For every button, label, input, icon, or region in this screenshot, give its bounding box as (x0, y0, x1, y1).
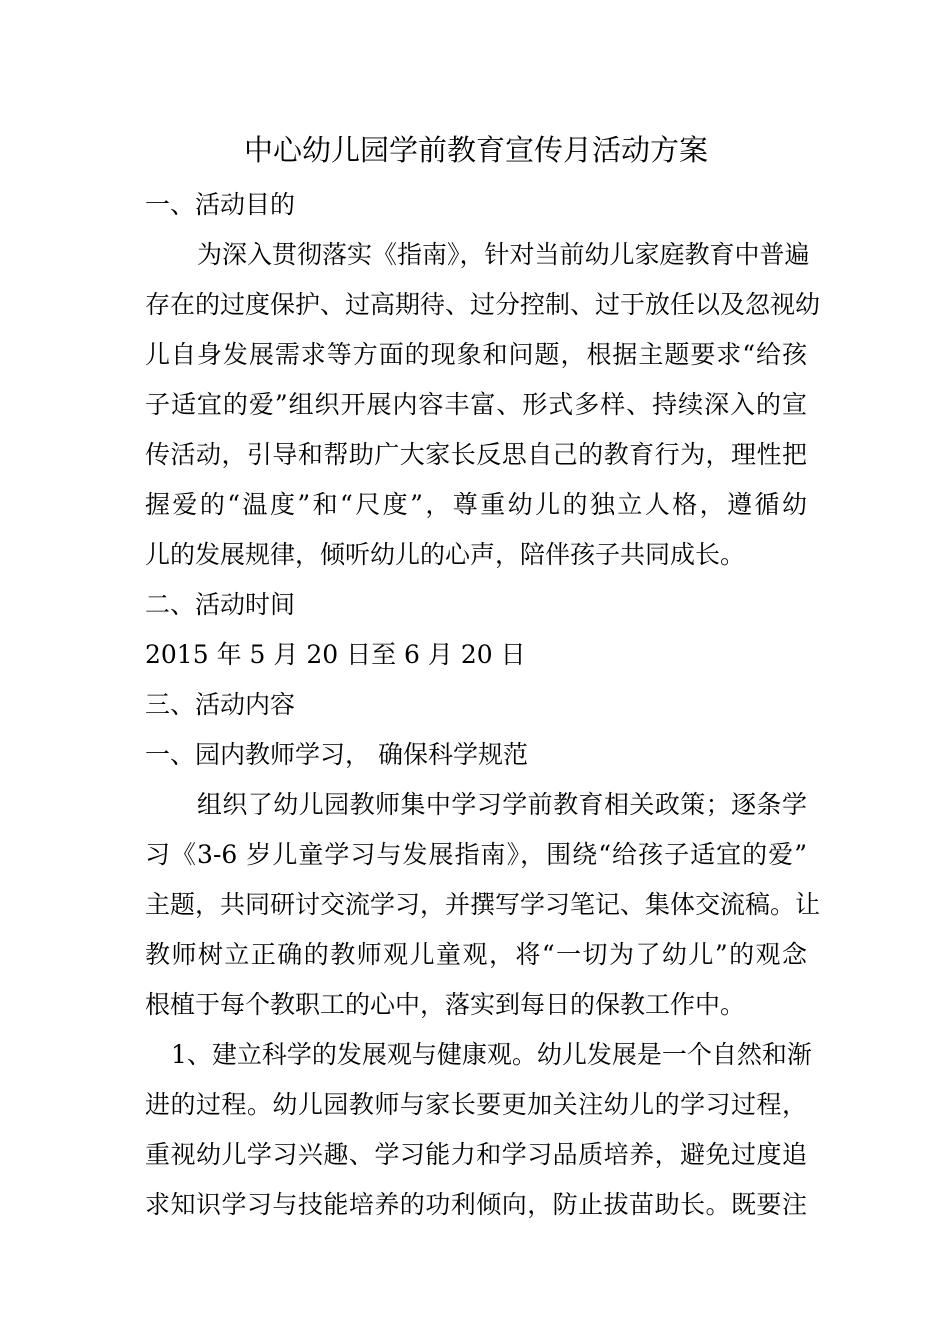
paragraph-line: 为深入贯彻落实《指南》，针对当前幼儿家庭教育中普遍 (197, 240, 810, 269)
paragraph-teacher-study (145, 780, 821, 1030)
paragraph-line: 传活动，引导和帮助广大家长反思自己的教育行为，理性把 (145, 440, 807, 469)
paragraph-line: 存在的过度保护、过高期待、过分控制、过于放任以及忽视幼 (145, 290, 821, 319)
paragraph-item-1 (145, 1030, 812, 1230)
paragraph-line: 重视幼儿学习兴趣、学习能力和学习品质培养，避免过度追 (145, 1140, 807, 1169)
document-body (145, 120, 821, 1230)
paragraph-line: 主题，共同研讨交流学习，并撰写学习笔记、集体交流稿。让 (145, 890, 821, 919)
section-heading-content: 三、活动内容 (145, 690, 296, 719)
paragraph-line: 教师树立正确的教师观儿童观，将“一切为了幼儿”的观念 (145, 940, 807, 969)
activity-date: 2015 年 5 月 20 日至 6 月 20 日 (145, 640, 526, 669)
section-heading-time: 二、活动时间 (145, 590, 296, 619)
paragraph-line: 1、建立科学的发展观与健康观。幼儿发展是一个自然和渐 (171, 1040, 812, 1069)
subsection-heading-teacher-study: 一、园内教师学习， 确保科学规范 (145, 740, 528, 769)
paragraph-line: 儿的发展规律，倾听幼儿的心声，陪伴孩子共同成长。 (145, 540, 746, 569)
paragraph-line: 求知识学习与技能培养的功利倾向，防止拔苗助长。既要注 (145, 1190, 807, 1219)
section-heading-purpose: 一、活动目的 (145, 190, 296, 219)
paragraph-line: 根植于每个教职工的心中，落实到每日的保教工作中。 (145, 990, 746, 1019)
paragraph-purpose (145, 230, 821, 580)
paragraph-line: 子适宜的爱”组织开展内容丰富、形式多样、持续深入的宣 (145, 390, 807, 419)
paragraph-line: 习《3-6 岁儿童学习与发展指南》，围绕“给孩子适宜的爱” (145, 840, 807, 869)
paragraph-line: 握爱的“温度”和“尺度”，尊重幼儿的独立人格，遵循幼 (145, 490, 807, 519)
paragraph-line: 儿自身发展需求等方面的现象和问题，根据主题要求“给孩 (145, 340, 807, 369)
paragraph-line: 组织了幼儿园教师集中学习学前教育相关政策；逐条学 (197, 790, 807, 819)
paragraph-line: 进的过程。幼儿园教师与家长要更加关注幼儿的学习过程， (145, 1090, 807, 1119)
document-title: 中心幼儿园学前教育宣传月活动方案 (243, 133, 708, 167)
